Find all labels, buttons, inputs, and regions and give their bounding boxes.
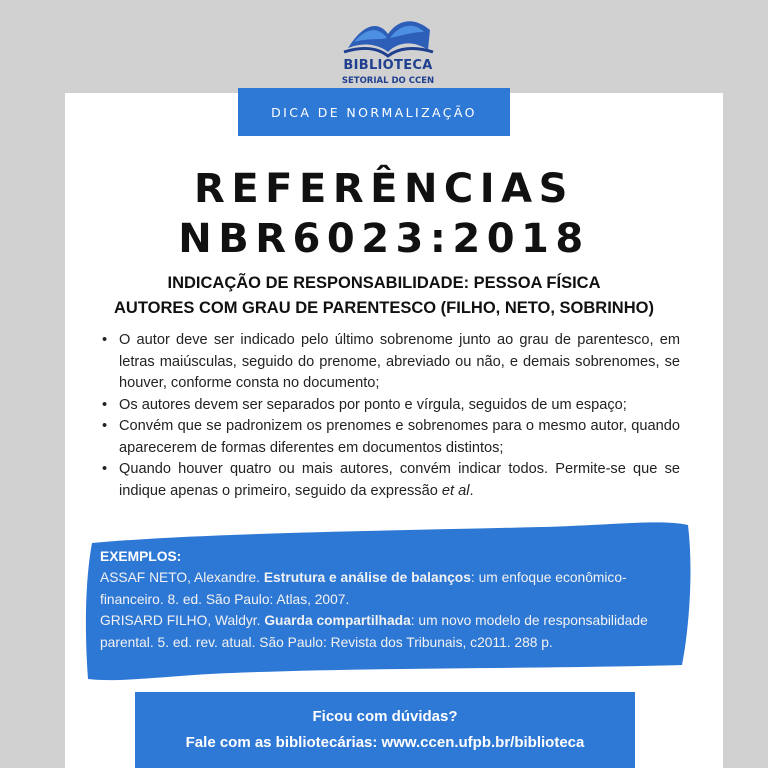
example-details: : um enfoque econômico-financeiro. 8. ed. São Paulo: Atlas, 2007. (100, 570, 627, 607)
open-book-icon (338, 8, 438, 62)
examples-title: EXEMPLOS: (100, 549, 182, 564)
page-title-standard: NBR6023:2018 (178, 216, 590, 262)
library-logo (338, 8, 438, 92)
example-author: ASSAF NETO, Alexandre. (100, 570, 264, 586)
list-item (100, 395, 680, 417)
rules-list (100, 330, 680, 502)
tip-ribbon: DICA DE NORMALIZAÇÃO (238, 88, 510, 136)
subtitle-line-2: AUTORES COM GRAU DE PARENTESCO (FILHO, NETO, SOBRINHO) (114, 299, 654, 317)
rule-text: Convém que se padronizem os prenomes e sobrenomes para o mesmo autor, quando aparecerem de formas diferentes em documentos distintos; (119, 418, 680, 456)
contact-footer (135, 692, 635, 768)
subtitle-line-1: INDICAÇÃO DE RESPONSABILIDADE: PESSOA FÍSICA (167, 274, 601, 292)
list-item (100, 330, 680, 395)
footer-question: Ficou com dúvidas? (312, 708, 458, 725)
rule-text-end: . (469, 482, 474, 499)
logo-subtitle: SETORIAL DO CCEN (341, 76, 435, 86)
example-work-title: Estrutura e análise de balanços (263, 570, 471, 586)
rule-text: Os autores devem ser separados por ponto e vírgula, seguidos de um espaço; (119, 396, 627, 413)
list-item (100, 459, 680, 502)
list-item (100, 416, 680, 459)
footer-contact: Fale com as bibliotecárias: www.ccen.ufpb.br/biblioteca (185, 734, 585, 751)
page-title: REFERÊNCIAS (194, 166, 574, 212)
example-details: : um novo modelo de responsabilidade parental. 5. ed. rev. atual. São Paulo: Revista dos Tribunais, c2011. 288 p. (100, 613, 648, 650)
example-work-title: Guarda compartilhada (264, 613, 411, 629)
example-reference-2 (100, 610, 690, 653)
examples-block (100, 546, 690, 653)
rule-text: Quando houver quatro ou mais autores, convém indicar todos. Permite-se que se indique apenas o primeiro, seguido da expressão (119, 461, 680, 499)
logo-title: BIBLIOTECA (343, 58, 433, 73)
example-author: GRISARD FILHO, Waldyr. (100, 613, 265, 629)
example-reference-1 (100, 567, 690, 610)
rule-text: O autor deve ser indicado pelo último sobrenome junto ao grau de parentesco, em letras maiúsculas, seguido do prenome, abreviado ou não, e demais sobrenomes, se houver, conforme consta no documento; (119, 332, 680, 391)
rule-italic: et al (441, 482, 470, 499)
